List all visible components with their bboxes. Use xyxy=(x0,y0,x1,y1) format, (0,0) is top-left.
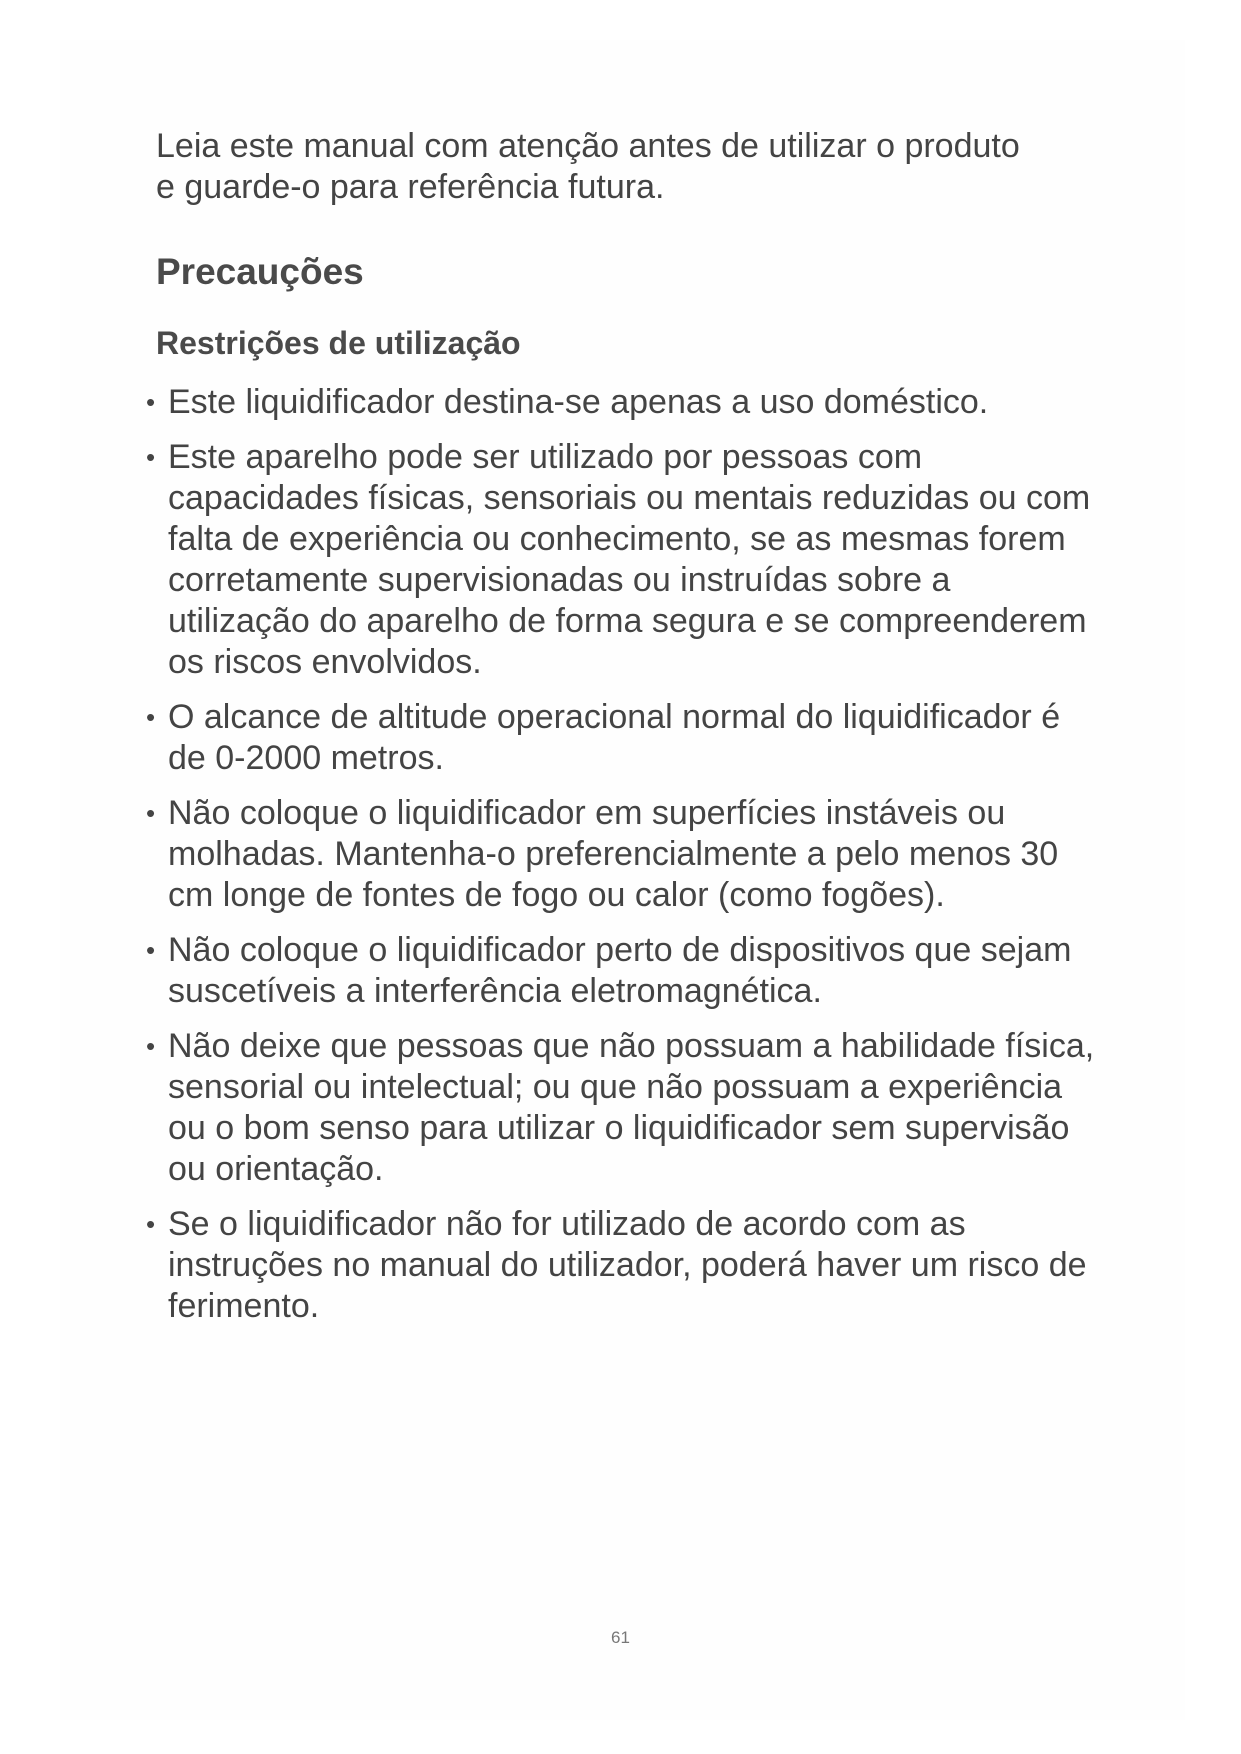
intro-paragraph xyxy=(156,126,1116,208)
bullet-line: de 0-2000 metros. xyxy=(168,739,444,777)
bullet-line: ou orientação. xyxy=(168,1150,384,1188)
bullet-line: corretamente supervisionadas ou instruídas sobre a xyxy=(168,561,951,599)
bullet-line: molhadas. Mantenha-o preferencialmente a pelo menos 30 xyxy=(168,835,1059,873)
precautions-list xyxy=(146,382,1136,1341)
list-item xyxy=(146,382,1136,423)
bullet-line: sensorial ou intelectual; ou que não possuam a experiência xyxy=(168,1068,1063,1106)
intro-line: e guarde-o para referência futura. xyxy=(156,168,665,206)
list-item xyxy=(146,697,1136,779)
page-number: 61 xyxy=(611,1628,630,1647)
bullet-icon: • xyxy=(146,798,156,828)
list-item xyxy=(146,1026,1136,1190)
intro-line: Leia este manual com atenção antes de utilizar o produto xyxy=(156,127,1020,165)
bullet-line: capacidades físicas, sensoriais ou mentais reduzidas ou com xyxy=(168,479,1091,517)
bullet-line: Este aparelho pode ser utilizado por pessoas com xyxy=(168,438,923,476)
bullet-icon: • xyxy=(146,1209,156,1239)
bullet-line: os riscos envolvidos. xyxy=(168,643,482,681)
bullet-line: suscetíveis a interferência eletromagnética. xyxy=(168,972,822,1010)
bullet-line: Não coloque o liquidificador em superfícies instáveis ou xyxy=(168,794,1006,832)
bullet-line: ou o bom senso para utilizar o liquidificador sem supervisão xyxy=(168,1109,1070,1147)
bullet-line: cm longe de fontes de fogo ou calor (como fogões). xyxy=(168,876,945,914)
bullet-line: Se o liquidificador não for utilizado de acordo com as xyxy=(168,1205,966,1243)
section-title: Precauções xyxy=(156,251,364,292)
list-item xyxy=(146,437,1136,683)
bullet-icon: • xyxy=(146,935,156,965)
section-subtitle: Restrições de utilização xyxy=(156,325,521,361)
bullet-line: utilização do aparelho de forma segura e se compreenderem xyxy=(168,602,1087,640)
bullet-icon: • xyxy=(146,442,156,472)
list-item xyxy=(146,793,1136,916)
bullet-icon: • xyxy=(146,1031,156,1061)
bullet-line: Não deixe que pessoas que não possuam a habilidade física, xyxy=(168,1027,1095,1065)
list-item xyxy=(146,1204,1136,1327)
bullet-icon: • xyxy=(146,702,156,732)
bullet-icon: • xyxy=(146,387,156,417)
bullet-line: instruções no manual do utilizador, poderá haver um risco de xyxy=(168,1246,1087,1284)
bullet-line: Não coloque o liquidificador perto de dispositivos que sejam xyxy=(168,931,1072,969)
bullet-line: O alcance de altitude operacional normal do liquidificador é xyxy=(168,698,1061,736)
bullet-line: Este liquidificador destina-se apenas a uso doméstico. xyxy=(168,383,989,421)
bullet-line: ferimento. xyxy=(168,1287,320,1325)
list-item xyxy=(146,930,1136,1012)
bullet-line: falta de experiência ou conhecimento, se as mesmas forem xyxy=(168,520,1066,558)
